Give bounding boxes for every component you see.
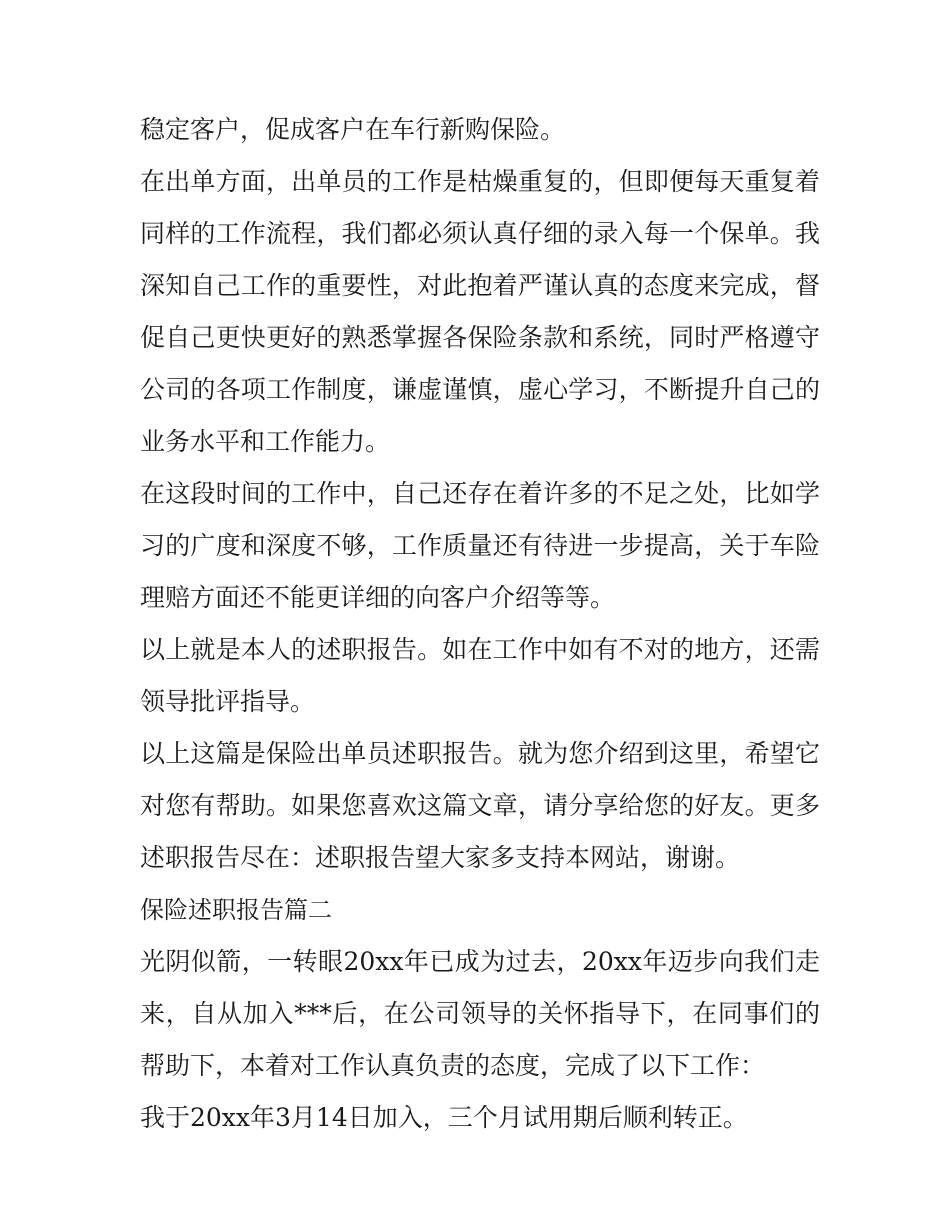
paragraph-2: 在出单方面，出单员的工作是枯燥重复的，但即便每天重复着同样的工作流程，我们都必须认真仔细的录入每一个保单。我深知自己工作的重要性，对此抱着严谨认真的态度来完成，督促自己更快更好的熟悉掌握各保险条款和系统，同时严格遵守公司的各项工作制度，谦虚谨慎，虚心学习，不断提升自己的业务水平和工作能力。 bbox=[140, 167, 820, 456]
paragraph-5: 以上这篇是保险出单员述职报告。就为您介绍到这里，希望它对您有帮助。如果您喜欢这篇文章，请分享给您的好友。更多述职报告尽在：述职报告望大家多支持本网站，谢谢。 bbox=[140, 739, 820, 872]
section-heading: 保险述职报告篇二 bbox=[140, 896, 332, 924]
paragraph-6: 光阴似箭，一转眼20xx年已成为过去，20xx年迈步向我们走来，自从加入***后，在公司领导的关怀指导下，在同事们的帮助下，本着对工作认真负责的态度，完成了以下工作： bbox=[140, 947, 820, 1080]
paragraph-3: 在这段时间的工作中，自己还存在着许多的不足之处，比如学习的广度和深度不够，工作质量还有待进一步提高，关于车险理赔方面还不能更详细的向客户介绍等等。 bbox=[140, 479, 820, 612]
paragraph-4: 以上就是本人的述职报告。如在工作中如有不对的地方，还需领导批评指导。 bbox=[140, 635, 820, 716]
paragraph-1: 稳定客户，促成客户在车行新购保险。 bbox=[140, 115, 566, 144]
paragraph-7: 我于20xx年3月14日加入，三个月试用期后顺利转正。 bbox=[140, 1103, 748, 1132]
document-body bbox=[140, 104, 820, 1144]
